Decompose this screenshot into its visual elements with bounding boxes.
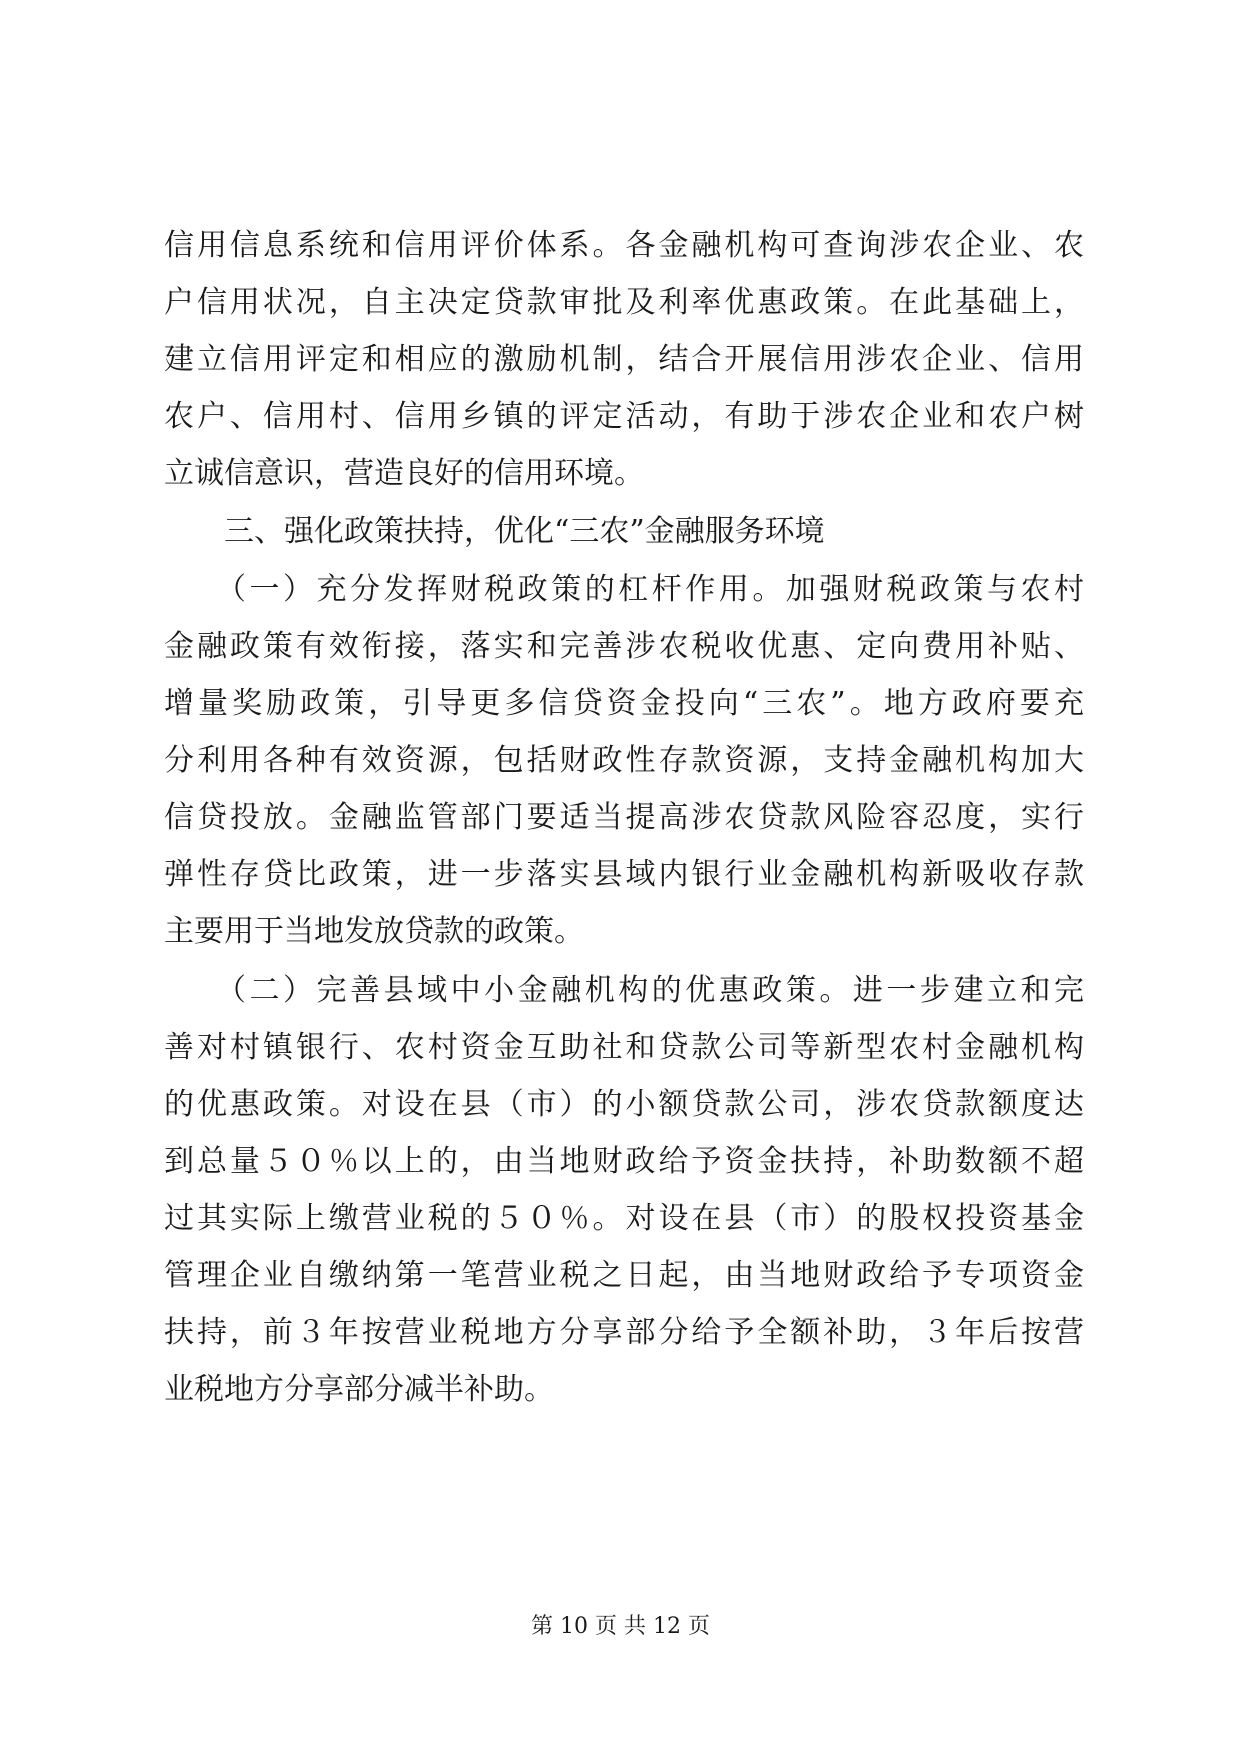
paragraph-line: 户信用状况，自主决定贷款审批及利率优惠政策。在此基础上， <box>164 285 1084 320</box>
paragraph-line: 金融政策有效衔接，落实和完善涉农税收优惠、定向费用补贴、 <box>164 629 1084 664</box>
paragraph-line: 扶持，前３年按营业税地方分享部分给予全额补助，３年后按营 <box>164 1315 1084 1350</box>
paragraph-line: 分利用各种有效资源，包括财政性存款资源，支持金融机构加大 <box>164 743 1084 778</box>
paragraph-line: 的优惠政策。对设在县（市）的小额贷款公司，涉农贷款额度达 <box>164 1087 1084 1122</box>
paragraph-line: （一）充分发挥财税政策的杠杆作用。加强财税政策与农村 <box>216 572 1084 607</box>
paragraph-line: 建立信用评定和相应的激励机制，结合开展信用涉农企业、信用 <box>164 342 1084 377</box>
paragraph-line: 信贷投放。金融监管部门要适当提高涉农贷款风险容忍度，实行 <box>164 800 1084 835</box>
paragraph-line: 善对村镇银行、农村资金互助社和贷款公司等新型农村金融机构 <box>164 1030 1084 1065</box>
paragraph-line: 增量奖励政策，引导更多信贷资金投向“三农”。地方政府要充 <box>164 686 1084 721</box>
paragraph-line: 农户、信用村、信用乡镇的评定活动，有助于涉农企业和农户树 <box>164 399 1084 434</box>
section-heading: 三、强化政策扶持，优化“三农”金融服务环境 <box>224 514 825 549</box>
paragraph-line: 主要用于当地发放贷款的政策。 <box>164 914 584 949</box>
paragraph-line: 到总量５０％以上的，由当地财政给予资金扶持，补助数额不超 <box>164 1144 1084 1179</box>
page-number-footer: 第 10 页 共 12 页 <box>531 1614 710 1639</box>
paragraph-line: 管理企业自缴纳第一笔营业税之日起，由当地财政给予专项资金 <box>164 1258 1084 1293</box>
paragraph-line: 过其实际上缴营业税的５０％。对设在县（市）的股权投资基金 <box>164 1201 1084 1236</box>
paragraph-line: （二）完善县域中小金融机构的优惠政策。进一步建立和完 <box>216 973 1084 1008</box>
paragraph-line: 立诚信意识，营造良好的信用环境。 <box>164 456 644 491</box>
paragraph-line: 业税地方分享部分减半补助。 <box>164 1372 554 1407</box>
paragraph-line: 信用信息系统和信用评价体系。各金融机构可查询涉农企业、农 <box>164 228 1084 263</box>
paragraph-line: 弹性存贷比政策，进一步落实县域内银行业金融机构新吸收存款 <box>164 857 1084 892</box>
